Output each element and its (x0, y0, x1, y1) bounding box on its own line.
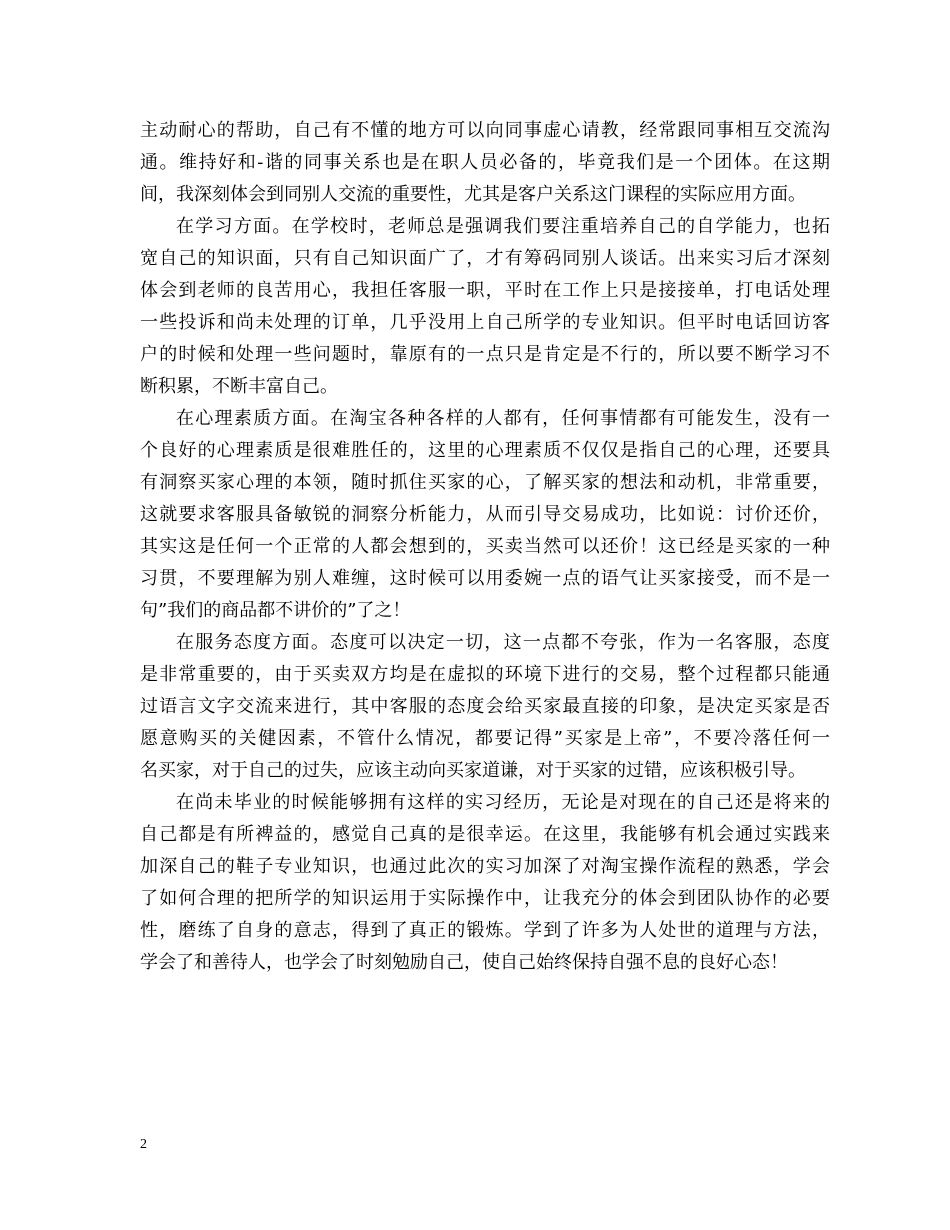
text-line: 个良好的心理素质是很难胜任的，这里的心理素质不仅仅是指自己的心理，还要具 (140, 440, 830, 461)
text-line: 愿意购买的关健因素，不管什么情况，都要记得”买家是上帝”，不要冷落任何一 (140, 728, 830, 749)
text-line: 其实这是任何一个正常的人都会想到的，买卖当然可以还价！这已经是买家的一种 (140, 536, 830, 557)
text-line: 在学习方面。在学校时，老师总是强调我们要注重培养自己的自学能力，也拓 (176, 216, 830, 237)
text-line: 是非常重要的，由于买卖双方均是在虚拟的环境下进行的交易，整个过程都只能通 (140, 664, 830, 685)
text-line: 在尚未毕业的时候能够拥有这样的实习经历，无论是对现在的自己还是将来的 (176, 792, 830, 813)
page-number: 2 (140, 1137, 147, 1152)
text-line: 主动耐心的帮助，自己有不懂的地方可以向同事虚心请教，经常跟同事相互交流沟 (140, 120, 830, 141)
text-line: 句”我们的商品都不讲价的”了之！ (140, 600, 411, 621)
body-text (140, 115, 830, 979)
text-line: 户的时候和处理一些问题时，靠原有的一点只是肯定是不行的，所以要不断学习不 (140, 344, 830, 365)
text-line: 了如何合理的把所学的知识运用于实际操作中，让我充分的体会到团队协作的必要 (140, 888, 830, 909)
text-line: 在心理素质方面。在淘宝各种各样的人都有，任何事情都有可能发生，没有一 (176, 408, 830, 429)
text-line: 过语言文字交流来进行，其中客服的态度会给买家最直接的印象，是决定买家是否 (140, 696, 830, 717)
text-line: 体会到老师的良苦用心，我担任客服一职，平时在工作上只是接接单，打电话处理 (140, 280, 830, 301)
text-line: 在服务态度方面。态度可以决定一切，这一点都不夸张，作为一名客服，态度 (176, 632, 830, 653)
text-line: 这就要求客服具备敏锐的洞察分析能力，从而引导交易成功，比如说：讨价还价， (140, 504, 830, 525)
text-line: 性，磨练了自身的意志，得到了真正的锻炼。学到了许多为人处世的道理与方法， (140, 920, 830, 941)
text-line: 名买家，对于自己的过失，应该主动向买家道谦，对于买家的过错，应该积极引导。 (140, 760, 806, 781)
text-line: 宽自己的知识面，只有自己知识面广了，才有筹码同别人谈话。出来实习后才深刻 (140, 248, 830, 269)
text-line: 断积累，不断丰富自己。 (140, 376, 338, 397)
text-line: 习贯，不要理解为别人难缠，这时候可以用委婉一点的语气让买家接受，而不是一 (140, 568, 830, 589)
text-line: 通。维持好和-谐的同事关系也是在职人员必备的，毕竟我们是一个团体。在这期 (140, 152, 830, 173)
text-line: 自己都是有所裨益的，感觉自己真的是很幸运。在这里，我能够有机会通过实践来 (140, 824, 830, 845)
text-line: 一些投诉和尚未处理的订单，几乎没用上自己所学的专业知识。但平时电话回访客 (140, 312, 830, 333)
text-line: 间，我深刻体会到同别人交流的重要性，尤其是客户关系这门课程的实际应用方面。 (140, 184, 806, 205)
text-line: 学会了和善待人，也学会了时刻勉励自己，使自己始终保持自强不息的良好心态！ (140, 952, 788, 973)
text-line: 有洞察买家心理的本领，随时抓住买家的心，了解买家的想法和动机，非常重要， (140, 472, 830, 493)
text-line: 加深自己的鞋子专业知识，也通过此次的实习加深了对淘宝操作流程的熟悉，学会 (140, 856, 830, 877)
